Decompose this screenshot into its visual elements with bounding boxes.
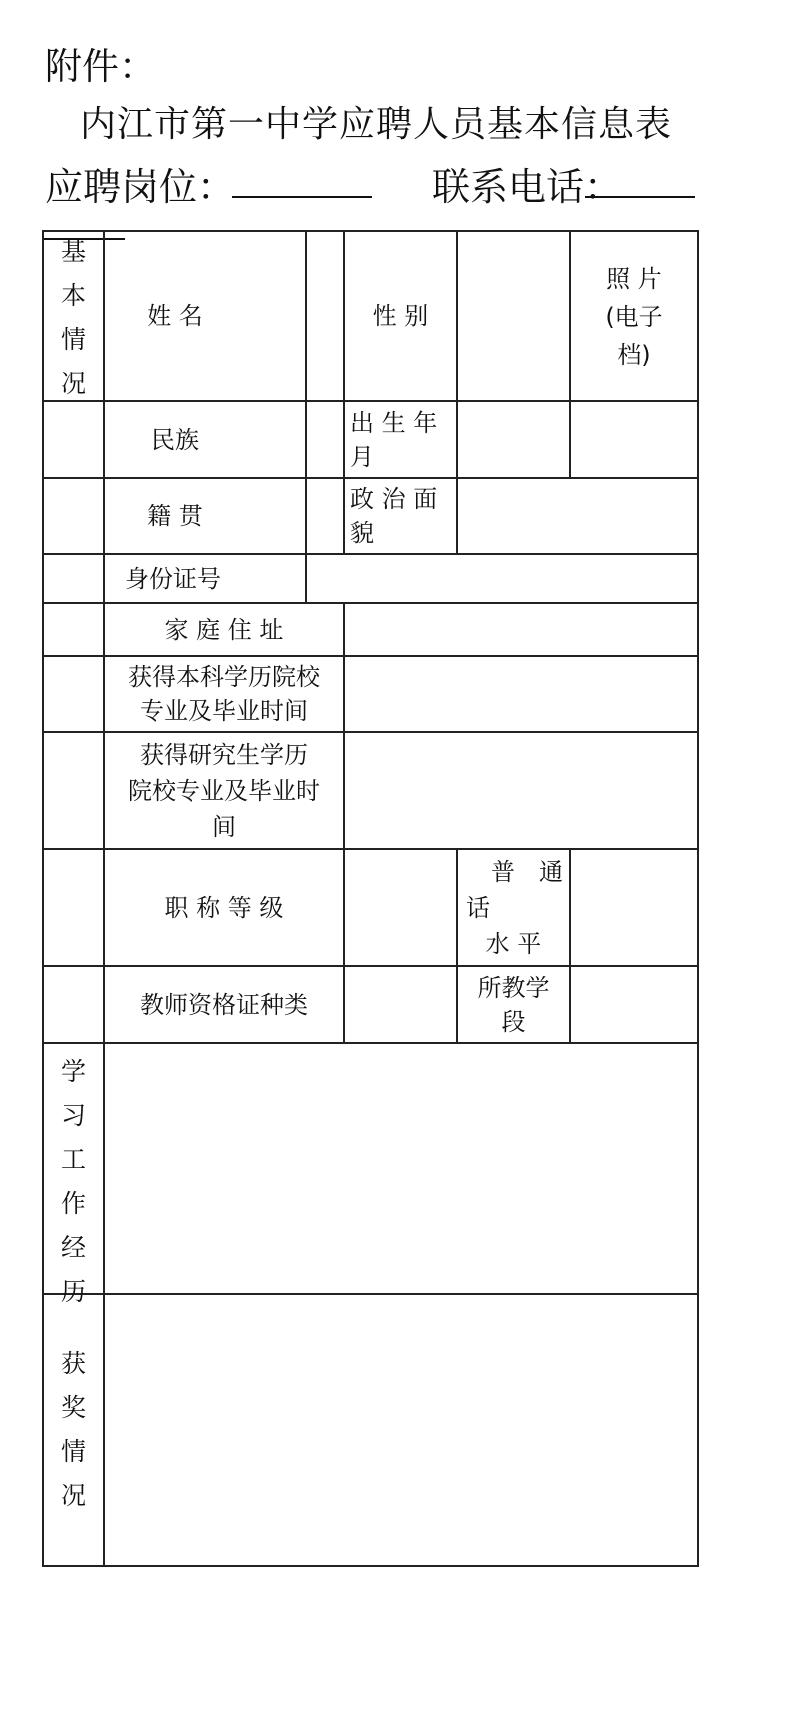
title-level-value-cell[interactable] xyxy=(345,850,456,965)
phone-underline[interactable] xyxy=(585,196,695,198)
mandarin-label-line3: 水 平 xyxy=(485,929,542,958)
ethnicity-label: 民族 xyxy=(151,425,199,454)
photo-label-line3: 档) xyxy=(617,341,651,369)
section-awards xyxy=(44,1295,103,1565)
teaching-stage-label xyxy=(458,967,569,1042)
section-basic-char: 况 xyxy=(60,369,86,398)
section-basic-char: 本 xyxy=(60,281,86,310)
section-basic-info xyxy=(44,236,103,400)
attachment-label: 附件： xyxy=(45,45,156,88)
political-label-line1: 政 治 面 xyxy=(350,485,438,513)
teaching-stage-line1: 所教学 xyxy=(477,973,550,1002)
bachelor-degree-value-cell[interactable] xyxy=(345,657,697,731)
ethnicity-extra-cell[interactable] xyxy=(571,402,697,477)
name-label: 姓 名 xyxy=(147,302,203,330)
graduate-label-line3: 间 xyxy=(212,812,236,841)
mandarin-label-line1: 普 通 xyxy=(491,857,563,886)
graduate-label-line1: 获得研究生学历 xyxy=(140,740,308,769)
birth-label-line2: 月 xyxy=(350,442,374,471)
teaching-stage-line2: 段 xyxy=(501,1007,526,1036)
bachelor-label-line2: 专业及毕业时间 xyxy=(140,697,308,725)
section-awards-char: 情 xyxy=(60,1437,86,1466)
position-label: 应聘岗位： xyxy=(45,165,236,209)
section-experience-char: 学 xyxy=(60,1057,86,1086)
home-address-value-cell[interactable] xyxy=(345,604,697,655)
photo-label-line1: 照 片 xyxy=(606,265,662,293)
phone-label: 联系电话： xyxy=(432,165,623,209)
section-experience xyxy=(44,1050,103,1306)
table-border-right xyxy=(697,230,699,1567)
graduate-degree-value-cell[interactable] xyxy=(345,733,697,848)
gender-value-cell[interactable] xyxy=(458,232,569,400)
title-level-label: 职 称 等 级 xyxy=(164,893,284,922)
home-address-label: 家 庭 住 址 xyxy=(164,615,284,644)
mandarin-label-line2: 话 xyxy=(466,893,490,922)
native-place-label: 籍 贯 xyxy=(147,502,203,530)
mandarin-level-value-cell[interactable] xyxy=(571,850,697,965)
form-title: 内江市第一中学应聘人员基本信息表 xyxy=(80,104,673,145)
bachelor-label-line1: 获得本科学历院校 xyxy=(128,663,320,691)
birth-value-cell[interactable] xyxy=(458,402,569,477)
name-value-cell[interactable] xyxy=(307,232,343,400)
teacher-certificate-label: 教师资格证种类 xyxy=(140,990,308,1019)
section-experience-char: 经 xyxy=(60,1233,86,1262)
section-experience-char: 作 xyxy=(60,1189,86,1218)
political-status-label xyxy=(350,479,456,553)
section-awards-char: 奖 xyxy=(60,1393,86,1422)
section-basic-char: 基 xyxy=(60,237,86,266)
table-border-bottom xyxy=(42,1565,698,1567)
section-experience-char: 习 xyxy=(60,1101,86,1130)
experience-content-cell[interactable] xyxy=(105,1044,697,1293)
section-experience-char: 工 xyxy=(60,1145,86,1174)
graduate-degree-label xyxy=(105,733,343,848)
mandarin-level-label xyxy=(458,850,569,965)
section-awards-char: 获 xyxy=(60,1349,86,1378)
bachelor-degree-label xyxy=(105,657,343,731)
section-experience-char: 历 xyxy=(60,1277,86,1306)
political-status-value-cell[interactable] xyxy=(458,479,697,553)
teacher-certificate-value-cell[interactable] xyxy=(345,967,456,1042)
section-awards-char: 况 xyxy=(60,1481,86,1510)
id-number-value-cell[interactable] xyxy=(307,555,697,602)
id-number-label: 身份证号 xyxy=(125,564,221,593)
photo-cell[interactable] xyxy=(571,260,697,380)
birth-label-line1: 出 生 年 xyxy=(350,408,438,437)
awards-content-cell[interactable] xyxy=(105,1295,697,1565)
birth-label xyxy=(350,402,456,477)
section-basic-char: 情 xyxy=(60,325,86,354)
gender-label: 性 别 xyxy=(372,302,429,330)
political-label-line2: 貌 xyxy=(350,519,374,547)
teaching-stage-value-cell[interactable] xyxy=(571,967,697,1042)
graduate-label-line2: 院校专业及毕业时 xyxy=(128,776,320,805)
position-underline[interactable] xyxy=(232,196,372,198)
photo-label-line2: (电子 xyxy=(605,303,663,331)
